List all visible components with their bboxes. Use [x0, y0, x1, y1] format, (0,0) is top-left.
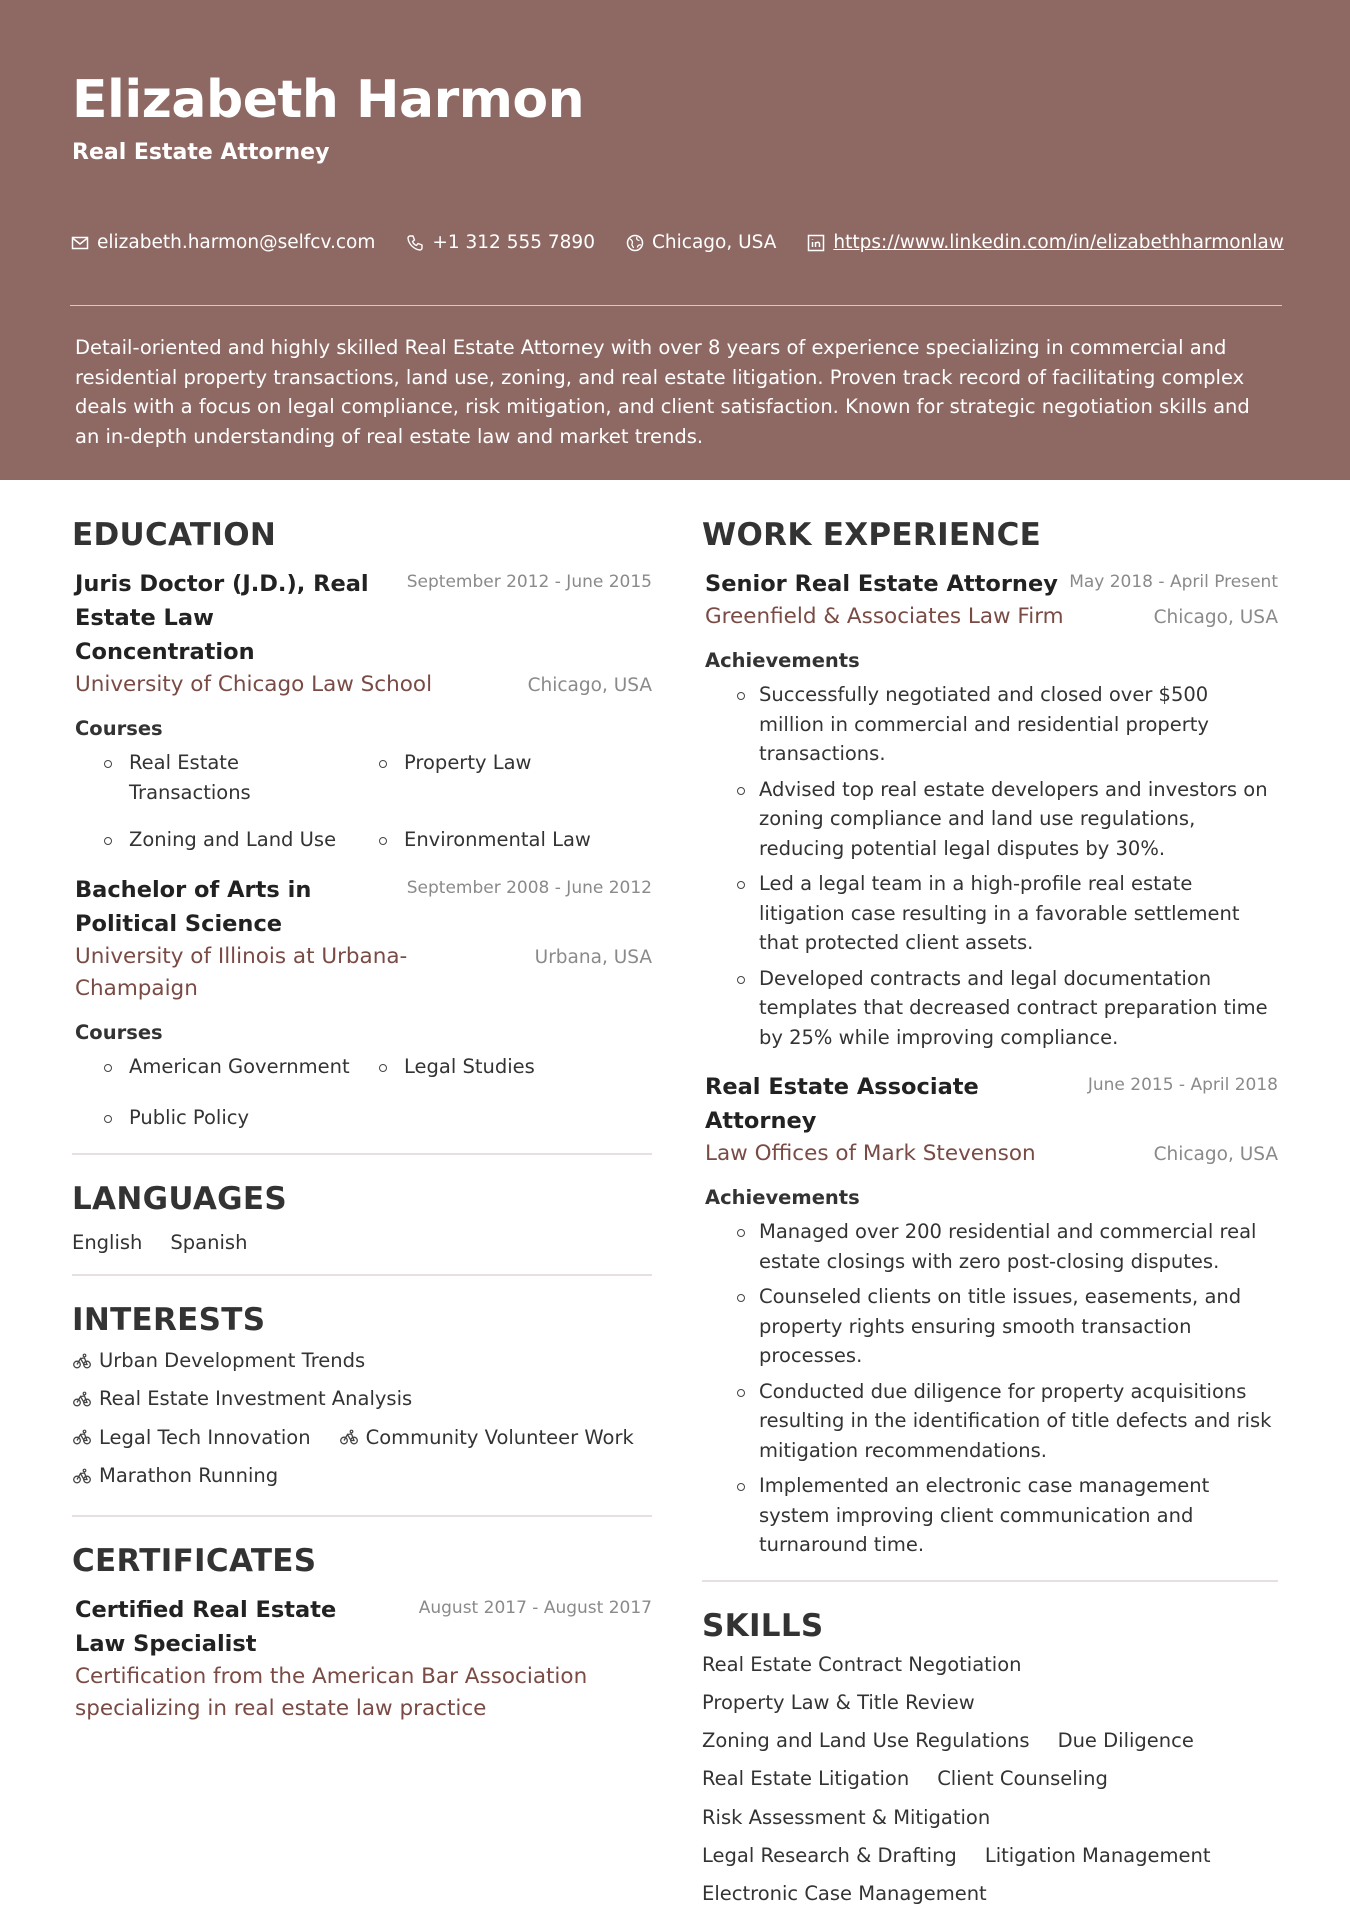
languages-title: LANGUAGES	[72, 1180, 287, 1217]
work-experience-section	[702, 517, 1278, 1560]
company-name: Law Offices of Mark Stevenson	[705, 1141, 1036, 1166]
job-date: May 2018 - April Present	[1069, 572, 1278, 592]
contact-email[interactable]	[70, 232, 375, 253]
candidate-name: Elizabeth Harmon	[72, 70, 585, 130]
interest-label: Community Volunteer Work	[365, 1425, 634, 1449]
left-column	[72, 517, 652, 1725]
profile-summary: Detail-oriented and highly skilled Real Estate Attorney with over 8 years of experience specializing in commercial and residential property transactions, land use, zoning, and real estate litigation. Proven track record of facilitating complex deals with a focus on legal compliance, risk mitigation, and client satisfaction. Known for strategic negotiation skills and an in-depth understanding of real estate law and market trends.	[75, 336, 1250, 448]
skills-section	[702, 1608, 1278, 1914]
achievements-label: Achievements	[705, 649, 860, 672]
interest-item	[72, 1342, 634, 1380]
contact-bar	[70, 232, 1314, 253]
education-date: September 2012 - June 2015	[406, 572, 652, 592]
interest-item	[339, 1418, 634, 1456]
skill-item: Client Counseling	[937, 1767, 1108, 1791]
bicycle-icon	[72, 1466, 92, 1486]
school-name: University of Chicago Law School	[75, 672, 433, 697]
courses-label: Courses	[75, 1020, 163, 1044]
interest-item	[72, 1456, 634, 1494]
education-title: EDUCATION	[72, 517, 277, 553]
course-item: Real Estate Transactions	[104, 748, 254, 807]
resume-header	[0, 0, 1350, 480]
degree-title: Juris Doctor (J.D.), Real Estate Law Concentration	[75, 571, 369, 665]
education-entry	[72, 873, 652, 1133]
interest-label: Urban Development Trends	[99, 1349, 366, 1373]
email-text: elizabeth.harmon@selfcv.com	[97, 232, 376, 253]
skill-item: Real Estate Contract Negotiation	[702, 1652, 1022, 1676]
bicycle-icon	[72, 1389, 92, 1409]
interest-label: Marathon Running	[99, 1464, 279, 1488]
course-item: Environmental Law	[379, 825, 654, 855]
achievement-list	[702, 680, 1278, 1052]
language-item: English	[72, 1230, 143, 1254]
achievement-item: Advised top real estate developers and investors on zoning compliance and land use regulations, reducing potential legal disputes by 30%.	[737, 775, 1278, 864]
job-entry	[702, 567, 1278, 1052]
achievement-item: Implemented an electronic case management system improving client communication and turnaround time.	[737, 1471, 1278, 1560]
course-item: Zoning and Land Use	[104, 825, 379, 855]
bicycle-icon	[339, 1427, 359, 1447]
languages-section	[72, 1181, 652, 1254]
certificate-date: August 2017 - August 2017	[418, 1597, 652, 1618]
achievement-item: Developed contracts and legal documentation templates that decreased contract preparation time by 25% while improving compliance.	[737, 964, 1278, 1053]
skill-list	[702, 1646, 1292, 1914]
course-list	[72, 1052, 652, 1133]
job-location: Chicago, USA	[1153, 1144, 1278, 1165]
skill-item: Electronic Case Management	[702, 1882, 987, 1906]
contact-location	[625, 232, 776, 253]
job-title: Senior Real Estate Attorney	[705, 571, 1058, 597]
achievement-item: Conducted due diligence for property acquisitions resulting in the identification of title defects and risk mitigation recommendations.	[737, 1377, 1278, 1466]
bicycle-icon	[72, 1351, 92, 1371]
envelope-icon	[70, 233, 90, 253]
achievement-list	[702, 1217, 1278, 1560]
right-column	[702, 517, 1278, 1914]
interests-title: INTERESTS	[72, 1301, 266, 1338]
section-divider	[72, 1515, 652, 1517]
skill-item: Zoning and Land Use Regulations	[702, 1729, 1030, 1753]
interest-item	[72, 1418, 311, 1456]
phone-text: +1 312 555 7890	[432, 232, 595, 253]
language-item: Spanish	[170, 1230, 248, 1254]
skill-item: Due Diligence	[1057, 1729, 1194, 1753]
interest-list	[72, 1342, 662, 1495]
certificates-section	[72, 1543, 652, 1725]
skill-item: Real Estate Litigation	[702, 1767, 910, 1791]
achievement-item: Managed over 200 residential and commercial real estate closings with zero post-closing disputes.	[737, 1217, 1278, 1276]
interest-label: Legal Tech Innovation	[99, 1425, 311, 1449]
company-name: Greenfield & Associates Law Firm	[705, 604, 1064, 629]
achievement-item: Led a legal team in a high-profile real estate litigation case resulting in a favorable settlement that protected client assets.	[737, 869, 1278, 958]
interest-item	[72, 1380, 634, 1418]
contact-phone[interactable]	[405, 232, 595, 253]
certificate-entry	[72, 1593, 652, 1725]
section-divider	[72, 1153, 652, 1155]
skill-item: Property Law & Title Review	[702, 1690, 975, 1714]
linkedin-link[interactable]: https://www.linkedin.com/in/elizabethharmonlaw	[833, 232, 1284, 253]
section-divider	[72, 1274, 652, 1276]
course-item: Public Policy	[104, 1103, 379, 1133]
school-name: University of Illinois at Urbana-Champaign	[75, 943, 408, 1001]
job-entry	[702, 1070, 1278, 1560]
language-list	[72, 1231, 652, 1254]
education-entry	[72, 567, 652, 855]
course-item: American Government	[104, 1052, 379, 1082]
candidate-role: Real Estate Attorney	[72, 140, 330, 165]
section-divider	[702, 1580, 1278, 1582]
skill-item: Legal Research & Drafting	[702, 1843, 957, 1867]
education-section	[72, 517, 652, 1133]
header-divider	[70, 305, 1282, 306]
education-location: Urbana, USA	[534, 946, 652, 968]
location-text: Chicago, USA	[651, 232, 777, 253]
education-date: September 2008 - June 2012	[406, 877, 652, 898]
skill-item: Risk Assessment & Mitigation	[702, 1805, 991, 1829]
work-experience-title: WORK EXPERIENCE	[702, 517, 1042, 553]
globe-icon	[625, 233, 645, 253]
skill-item: Litigation Management	[984, 1843, 1211, 1867]
course-item: Property Law	[379, 748, 654, 807]
job-date: June 2015 - April 2018	[1087, 1075, 1278, 1095]
phone-icon	[405, 233, 425, 253]
course-item: Legal Studies	[379, 1052, 654, 1082]
linkedin-icon	[806, 233, 826, 253]
achievement-item: Successfully negotiated and closed over $500 million in commercial and residential property transactions.	[737, 680, 1278, 769]
bicycle-icon	[72, 1427, 92, 1447]
job-title: Real Estate Associate Attorney	[705, 1074, 979, 1134]
courses-label: Courses	[75, 717, 163, 740]
achievement-item: Counseled clients on title issues, easements, and property rights ensuring smooth transaction processes.	[737, 1282, 1278, 1371]
certificate-name: Certified Real Estate Law Specialist	[75, 1596, 337, 1657]
certificate-issuer: Certification from the American Bar Association specializing in real estate law practice	[75, 1663, 588, 1721]
degree-title: Bachelor of Arts in Political Science	[75, 876, 312, 937]
contact-linkedin[interactable]	[806, 232, 1284, 253]
job-location: Chicago, USA	[1153, 607, 1278, 628]
course-list	[72, 748, 652, 855]
certificates-title: CERTIFICATES	[72, 1542, 317, 1579]
interest-label: Real Estate Investment Analysis	[99, 1387, 413, 1411]
interests-section	[72, 1302, 652, 1495]
skills-title: SKILLS	[702, 1607, 824, 1644]
achievements-label: Achievements	[705, 1186, 860, 1209]
education-location: Chicago, USA	[527, 675, 652, 696]
